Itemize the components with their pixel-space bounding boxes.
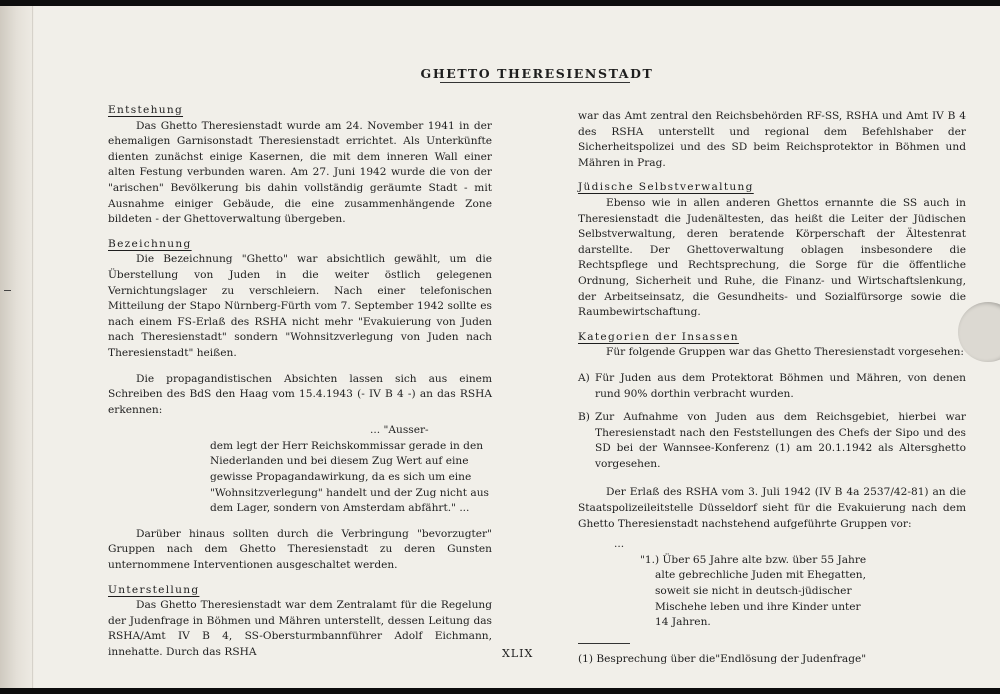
- heading-bezeichnung: Bezeichnung: [108, 237, 192, 250]
- quote-line-1: "1.) Über 65 Jahre alte bzw. über 55 Jahre: [640, 553, 867, 566]
- paragraph-kategorien: Für folgende Gruppen war das Ghetto Theresienstadt vorgesehen:: [606, 346, 964, 359]
- binding-line: [32, 6, 33, 688]
- paragraph-interventionen: Darüber hinaus sollten durch die Verbringung "bevorzugter" Gruppen nach dem Ghetto Theresienstadt zu deren Gunsten unternommene Interventionen ausgeschaltet werden.: [108, 527, 492, 572]
- page-title: GHETTO THERESIENSTADT: [420, 66, 654, 81]
- left-column: [108, 99, 492, 661]
- list-marker-a: A): [578, 371, 590, 384]
- list-item-a: [578, 371, 966, 402]
- list-text-a: Für Juden aus dem Protektorat Böhmen und Mähren, von denen rund 90% dorthin verbracht wurden.: [595, 371, 966, 400]
- quote-line-4: Mischehe leben und ihre Kinder unter: [655, 600, 861, 613]
- book-page: [0, 6, 1000, 688]
- quote-body: dem legt der Herr Reichskommissar gerade in den Niederlanden und bei diesem Zug Wert auf eine gewisse Propagandawirkung, da es sich um eine "Wohnsitzverlegung" handelt und der Zug nicht aus dem Lager, sondern von Amsterdam abfährt." ...: [210, 439, 489, 515]
- paragraph-unterstellung: Das Ghetto Theresienstadt war dem Zentralamt für die Regelung der Judenfrage in Böhmen und Mähren unterstellt, dessen Leitung das RSHA/Amt IV B 4, SS-Obersturmbannführer Adolf Eichmann, innehatte. Durch das RSHA: [108, 599, 492, 658]
- book-spine: [0, 6, 34, 688]
- right-column: [578, 109, 966, 667]
- paragraph-propaganda: Die propagandistischen Absichten lassen sich aus einem Schreiben des BdS den Haag vom 15.4.1943 (- IV B 4 -) an das RSHA erkennen:: [108, 372, 492, 416]
- heading-selbstverwaltung: Jüdische Selbstverwaltung: [578, 181, 754, 194]
- paragraph-erlass: Der Erlaß des RSHA vom 3. Juli 1942 (IV B 4a 2537/42-81) an die Staatspolizeileitstelle Düsseldorf sieht für die Evakuierung nach dem Ghetto Theresienstadt nachstehend aufgeführte Gruppen vor:: [578, 486, 966, 530]
- list-marker-b: B): [578, 411, 590, 424]
- title-rule: [440, 82, 630, 83]
- quote-line-2: alte gebrechliche Juden mit Ehegatten,: [655, 569, 866, 582]
- ellipsis: ...: [614, 538, 625, 551]
- erlass-quote: [640, 553, 966, 631]
- quote-line-3: soweit sie nicht in deutsch-jüdischer: [655, 585, 852, 598]
- heading-entstehung: Entstehung: [108, 104, 184, 116]
- quote-line-5: 14 Jahren.: [655, 616, 711, 629]
- heading-kategorien: Kategorien der Insassen: [578, 330, 739, 343]
- margin-mark: [4, 290, 11, 291]
- footnote-rule: [578, 643, 630, 644]
- list-item-b: [578, 410, 966, 472]
- paragraph-entstehung: Das Ghetto Theresienstadt wurde am 24. November 1941 in der ehemaligen Garnisonstadt Theresienstadt errichtet. Als Unterkünfte dienten zunächst einige Kasernen, die mit dem inneren Wall einer alten Festung verbunden waren. Am 27. Juni 1942 wurde die von der "arischen" Bevölkerung bis dahin vollständig geräumte Stadt - mit Ausnahme einiger Gebäude, die eine zusammenhängende Zone bildeten - der Ghettoverwaltung übergeben.: [108, 119, 492, 226]
- paragraph-amt: war das Amt zentral den Reichsbehörden RF-SS, RSHA und Amt IV B 4 des RSHA unterstellt und regional dem Befehlshaber der Sicherheitspolizei und des SD beim Reichsprotektor in Böhmen und Mähren in Prag.: [578, 110, 966, 169]
- paragraph-bezeichnung: Die Bezeichnung "Ghetto" war absichtlich gewählt, um die Überstellung von Juden in die weiter östlich gelegenen Vernichtungslager zu verschleiern. Nach einer telefonischen Mitteilung der Stapo Nürnberg-Fürth vom 7. September 1942 sollte es nach einem FS-Erlaß des RSHA nicht mehr "Evakuierung von Juden nach Theresienstadt" sondern "Wohnsitzverlegung von Juden nach Theresienstadt" heißen.: [108, 253, 492, 359]
- paragraph-selbstverwaltung: Ebenso wie in allen anderen Ghettos ernannte die SS auch in Theresienstadt die Judenältesten, das heißt die Leiter der Jüdischen Selbstverwaltung, deren beratende Körperschaft der Ältestenrat darstellte. Der Ghettoverwaltung oblagen insbesondere die Rechtspflege und Rechtsprechung, die Sorge für die öffentliche Ordnung, Sicherheit und Ruhe, die Finanz- und Wirtschaftslenkung, der Arbeitseinsatz, die Gesundheits- und Sozialfürsorge sowie die Raumbewirtschaftung.: [578, 196, 966, 319]
- page-number: XLIX: [502, 647, 534, 660]
- quote-lead: ... "Ausser-: [370, 424, 429, 437]
- heading-unterstellung: Unterstellung: [108, 583, 200, 596]
- list-text-b: Zur Aufnahme von Juden aus dem Reichsgebiet, hierbei war Theresienstadt nach den Feststellungen des Chefs der Sipo und des SD bei der Wannsee-Konferenz (1) am 20.1.1942 als Altersghetto vorgesehen.: [595, 411, 966, 470]
- footnote: (1) Besprechung über die"Endlösung der Judenfrage": [578, 652, 867, 665]
- quote-block: [210, 423, 492, 517]
